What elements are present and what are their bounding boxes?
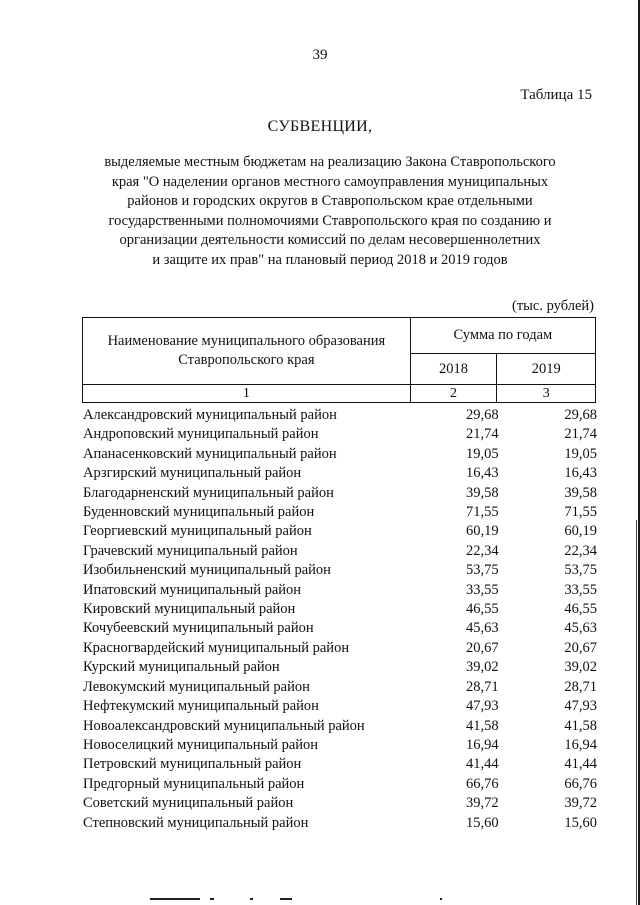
value-2018: 39,58 bbox=[466, 484, 499, 501]
table-body bbox=[83, 406, 597, 833]
value-2019: 39,02 bbox=[564, 659, 597, 676]
header-year-2018: 2018 bbox=[410, 354, 497, 385]
table-row bbox=[83, 484, 597, 503]
value-2018: 45,63 bbox=[466, 620, 499, 637]
value-2018: 66,76 bbox=[466, 775, 499, 792]
value-2019: 16,43 bbox=[564, 465, 597, 482]
district-name: Георгиевский муниципальный район bbox=[83, 523, 312, 540]
subtitle-line: районов и городских округов в Ставропольском крае отдельными bbox=[127, 193, 533, 210]
value-2019: 39,72 bbox=[564, 795, 597, 812]
value-2018: 39,02 bbox=[466, 659, 499, 676]
value-2019: 21,74 bbox=[564, 426, 597, 443]
scan-artifact bbox=[150, 896, 610, 902]
table-row bbox=[83, 794, 597, 813]
page-number: 39 bbox=[312, 47, 328, 63]
header-year-2019: 2019 bbox=[497, 354, 596, 385]
value-2019: 19,05 bbox=[564, 445, 597, 462]
district-name: Левокумский муниципальный район bbox=[83, 678, 310, 695]
value-2019: 28,71 bbox=[564, 678, 597, 695]
value-2018: 20,67 bbox=[466, 639, 499, 656]
value-2019: 47,93 bbox=[564, 698, 597, 715]
value-2019: 20,67 bbox=[564, 639, 597, 656]
units-label: (тыс. рублей) bbox=[512, 298, 594, 314]
header-sum-column: Сумма по годам bbox=[410, 318, 595, 354]
district-name: Новоалександровский муниципальный район bbox=[83, 717, 365, 734]
district-name: Арзгирский муниципальный район bbox=[83, 465, 302, 482]
value-2018: 39,72 bbox=[466, 795, 499, 812]
header-col-number: 2 bbox=[410, 385, 497, 403]
value-2019: 41,44 bbox=[564, 756, 597, 773]
value-2018: 41,44 bbox=[466, 756, 499, 773]
subtitle-line: государственными полномочиями Ставропольского края по созданию и bbox=[108, 212, 552, 229]
value-2019: 66,76 bbox=[564, 775, 597, 792]
value-2019: 60,19 bbox=[564, 523, 597, 540]
value-2019: 16,94 bbox=[564, 736, 597, 753]
table-row bbox=[83, 503, 597, 522]
value-2018: 21,74 bbox=[466, 426, 499, 443]
value-2019: 53,75 bbox=[564, 562, 597, 579]
document-subtitle bbox=[70, 153, 590, 271]
value-2018: 28,71 bbox=[466, 678, 499, 695]
table-row bbox=[83, 464, 597, 483]
subtitle-line: и защите их прав" на плановый период 2018 и 2019 годов bbox=[152, 251, 508, 268]
district-name: Александровский муниципальный район bbox=[83, 407, 337, 423]
value-2018: 15,60 bbox=[466, 814, 499, 831]
document-title: СУБВЕНЦИИ, bbox=[267, 118, 373, 135]
table-row bbox=[83, 445, 597, 464]
subtitle-line: организации деятельности комиссий по делам несовершеннолетних bbox=[119, 232, 541, 249]
header-col-number: 1 bbox=[83, 385, 411, 403]
value-2018: 16,94 bbox=[466, 736, 499, 753]
header-col-number: 3 bbox=[497, 385, 596, 403]
table-row bbox=[83, 775, 597, 794]
table-row bbox=[83, 736, 597, 755]
district-name: Грачевский муниципальный район bbox=[83, 542, 298, 559]
value-2018: 71,55 bbox=[466, 504, 499, 521]
district-name: Ипатовский муниципальный район bbox=[83, 581, 302, 598]
table-row bbox=[83, 406, 597, 425]
district-name: Степновский муниципальный район bbox=[83, 814, 309, 831]
value-2019: 29,68 bbox=[564, 407, 597, 423]
value-2018: 47,93 bbox=[466, 698, 499, 715]
table-row bbox=[83, 561, 597, 580]
value-2019: 33,55 bbox=[564, 581, 597, 598]
value-2019: 22,34 bbox=[564, 542, 597, 559]
district-name: Кировский муниципальный район bbox=[83, 601, 296, 618]
table-row bbox=[83, 639, 597, 658]
table-row bbox=[83, 717, 597, 736]
district-name: Предгорный муниципальный район bbox=[83, 775, 305, 792]
value-2018: 60,19 bbox=[466, 523, 499, 540]
table-header bbox=[82, 317, 596, 403]
table-row bbox=[83, 542, 597, 561]
district-name: Кочубеевский муниципальный район bbox=[83, 620, 314, 637]
value-2019: 41,58 bbox=[564, 717, 597, 734]
district-name: Андроповский муниципальный район bbox=[83, 426, 319, 443]
value-2018: 33,55 bbox=[466, 581, 499, 598]
header-name-column: Наименование муниципального образования Ставропольского края bbox=[83, 318, 411, 385]
value-2019: 46,55 bbox=[564, 601, 597, 618]
table-row bbox=[83, 658, 597, 677]
table-row bbox=[83, 814, 597, 833]
table-label: Таблица 15 bbox=[520, 87, 592, 103]
district-name: Нефтекумский муниципальный район bbox=[83, 698, 319, 715]
table-row bbox=[83, 755, 597, 774]
table-row bbox=[83, 581, 597, 600]
table-row bbox=[83, 678, 597, 697]
district-name: Петровский муниципальный район bbox=[83, 756, 302, 773]
subtitle-line: выделяемые местным бюджетам на реализацию Закона Ставропольского bbox=[104, 154, 556, 170]
scan-edge bbox=[636, 520, 637, 905]
district-name: Новоселицкий муниципальный район bbox=[83, 736, 319, 753]
district-name: Красногвардейский муниципальный район bbox=[83, 639, 350, 656]
table-row bbox=[83, 697, 597, 716]
value-2018: 16,43 bbox=[466, 465, 499, 482]
district-name: Курский муниципальный район bbox=[83, 659, 280, 676]
district-name: Изобильненский муниципальный район bbox=[83, 562, 331, 579]
value-2018: 29,68 bbox=[466, 407, 499, 423]
district-name: Буденновский муниципальный район bbox=[83, 504, 315, 521]
subtitle-line: края "О наделении органов местного самоуправления муниципальных bbox=[111, 173, 549, 190]
district-name: Апанасенковский муниципальный район bbox=[83, 445, 337, 462]
district-name: Советский муниципальный район bbox=[83, 795, 294, 812]
value-2018: 53,75 bbox=[466, 562, 499, 579]
value-2018: 22,34 bbox=[466, 542, 499, 559]
table-row bbox=[83, 425, 597, 444]
value-2019: 15,60 bbox=[564, 814, 597, 831]
table-row bbox=[83, 522, 597, 541]
value-2019: 45,63 bbox=[564, 620, 597, 637]
value-2019: 71,55 bbox=[564, 504, 597, 521]
table-row bbox=[83, 600, 597, 619]
table-row bbox=[83, 619, 597, 638]
district-name: Благодарненский муниципальный район bbox=[83, 484, 334, 501]
value-2018: 19,05 bbox=[466, 445, 499, 462]
value-2018: 46,55 bbox=[466, 601, 499, 618]
value-2018: 41,58 bbox=[466, 717, 499, 734]
value-2019: 39,58 bbox=[564, 484, 597, 501]
